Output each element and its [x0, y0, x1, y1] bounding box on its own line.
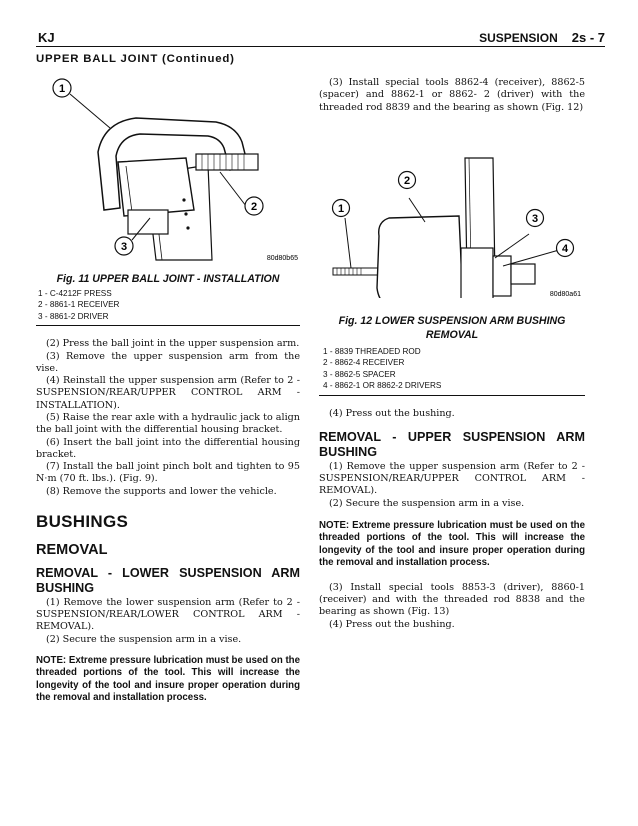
fig12-callout-2 [399, 171, 416, 188]
svg-text:1: 1 [337, 202, 345, 215]
svg-text:2: 2 [403, 174, 411, 187]
fig12-legend-item: 1 - 8839 THREADED ROD [323, 346, 421, 356]
paragraph: (1) Remove the lower suspension arm (Refer to 2 - SUSPENSION/REAR/LOWER CONTROL ARM - REMOVAL). [36, 596, 300, 633]
svg-text:3: 3 [531, 212, 539, 225]
fig11-illustration [36, 70, 300, 264]
paragraph: (3) Remove the upper suspension arm from the vise. [36, 350, 300, 374]
fig12-caption: Fig. 12 LOWER SUSPENSION ARM BUSHING REMOVAL [338, 314, 566, 341]
fig11-callout-1 [53, 79, 71, 97]
fig12-legend-item: 4 - 8862-1 OR 8862-2 DRIVERS [323, 381, 442, 391]
fig11-code: 80d80b65 [266, 255, 298, 262]
fig11-legend [38, 288, 300, 322]
svg-text:3: 3 [120, 241, 128, 253]
heading-removal: REMOVAL [36, 542, 108, 559]
fig12-illustration [319, 118, 585, 298]
fig12-callout-1 [333, 199, 350, 216]
note-lubrication: NOTE: Extreme pressure lubrication must be used on the threaded portions of the tool. This will increase the longevity of the tool and insure proper operation during the removal and installation process. [36, 654, 300, 704]
svg-text:4: 4 [561, 242, 569, 255]
fig12-legend [323, 346, 585, 392]
fig12-rule [319, 395, 585, 396]
header-rule [36, 46, 605, 47]
paragraph: (7) Install the ball joint pinch bolt and tighten to 95 N·m (70 ft. lbs.). (Fig. 9). [36, 461, 300, 485]
fig11-legend-item: 1 - C-4212F PRESS [38, 289, 112, 298]
fig11-rule [36, 325, 300, 326]
fig12-callout-4 [557, 239, 574, 256]
paragraph: (8) Remove the supports and lower the vehicle. [46, 485, 277, 497]
heading-bushings: BUSHINGS [36, 512, 129, 532]
paragraph: (4) Press out the bushing. [329, 407, 455, 419]
paragraph: (3) Install special tools 8862-4 (receiver), 8862-5 (spacer) and 8862-1 or 8862- 2 (driver) with the threaded rod 8839 and the bearing as shown (Fig. 12) [319, 77, 585, 113]
fig11-callout-2 [245, 197, 263, 215]
header-section: SUSPENSION [479, 31, 558, 45]
paragraph: (3) Install special tools 8853-3 (driver), 8860-1 (receiver) and with the threaded rod 8838 and the bearing as shown (Fig. 13) [319, 581, 585, 618]
paragraph: (2) Secure the suspension arm in a vise. [329, 497, 525, 509]
fig11-callout-3 [115, 237, 133, 255]
paragraph: (5) Raise the rear axle with a hydraulic jack to align the ball joint with the differential housing bracket. [36, 412, 300, 436]
note-lubrication: NOTE: Extreme pressure lubrication must be used on the threaded portions of the tool. This will increase the longevity of the tool and insure proper operation during the removal and installation process. [319, 520, 585, 569]
fig11-legend-item: 2 - 8861-1 RECEIVER [38, 300, 120, 310]
left-column [36, 70, 300, 704]
section-subtitle: UPPER BALL JOINT (Continued) [36, 53, 235, 65]
paragraph: (2) Secure the suspension arm in a vise. [46, 633, 242, 645]
heading-lower-arm-bushing: REMOVAL - LOWER SUSPENSION ARM BUSHING [36, 565, 300, 596]
page-header [36, 30, 605, 46]
fig11-legend-item: 3 - 8861-2 DRIVER [38, 311, 109, 321]
fig12-legend-item: 2 - 8862-4 RECEIVER [323, 358, 405, 368]
svg-text:2: 2 [250, 201, 258, 213]
fig12-legend-item: 3 - 8862-5 SPACER [323, 369, 396, 379]
paragraph: (4) Press out the bushing. [329, 618, 455, 630]
fig12-callout-3 [527, 209, 544, 226]
paragraph: (4) Reinstall the upper suspension arm (Refer to 2 - SUSPENSION/REAR/UPPER CONTROL ARM - INSTALLATION). [36, 375, 300, 411]
header-left: KJ [38, 30, 55, 45]
svg-text:1: 1 [58, 83, 66, 95]
right-column [319, 77, 585, 631]
fig12-code: 80d80a61 [549, 290, 581, 298]
fig11-caption: Fig. 11 UPPER BALL JOINT - INSTALLATION [56, 273, 280, 285]
header-page: 2s - 7 [571, 30, 605, 45]
paragraph: (6) Insert the ball joint into the differential housing bracket. [36, 436, 300, 460]
paragraph: (1) Remove the upper suspension arm (Refer to 2 - SUSPENSION/REAR/UPPER CONTROL ARM - REMOVAL). [319, 460, 585, 497]
heading-upper-arm-bushing: REMOVAL - UPPER SUSPENSION ARM BUSHING [319, 429, 585, 460]
header-right [479, 30, 605, 45]
paragraph: (2) Press the ball joint in the upper suspension arm. [46, 338, 300, 350]
